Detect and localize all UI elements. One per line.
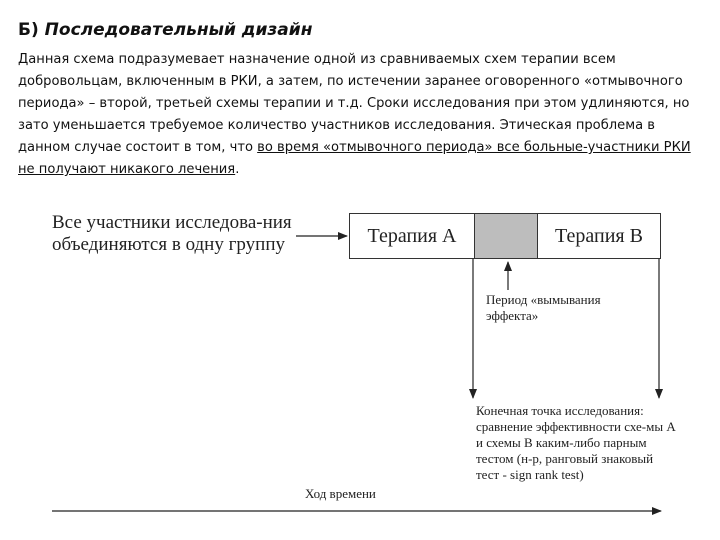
therapy-b-cell: Терапия В <box>555 224 643 247</box>
participants-group-label: Все участники исследова-ния объединяются в одну группу <box>52 212 292 255</box>
study-endpoint-label: Конечная точка исследования: сравнение эффективности схе-мы А и схемы В каким-либо парным тестом (н-р, ранговый знаковый тест - sign rank test) <box>476 403 676 482</box>
paragraph-end-text: . <box>235 162 240 177</box>
heading-prefix: Б) <box>18 20 39 40</box>
paragraph-main-text: Данная схема подразумевает назначение одной из сравниваемых схем терапии всем добровольцам, включенным в РКИ, а затем, по истечении заранее оговоренного «отмывочного периода» – второй, третьей схемы терапии и т.д. Сроки исследования при этом удлиняются, но зато уменьшается требуемое количество участников исследования. Этическая проблема в данном случае состоит в том, что <box>18 52 690 155</box>
washout-period-label: Период «вымывания эффекта» <box>486 292 601 323</box>
heading-title: Последовательный дизайн <box>44 20 313 40</box>
therapy-a-cell: Терапия А <box>350 214 475 258</box>
time-axis-label: Ход времени <box>305 486 376 501</box>
paragraph-underlined-text: во время «отмывочного периода» все больные-участники РКИ не получают никакого лечения <box>18 140 691 177</box>
